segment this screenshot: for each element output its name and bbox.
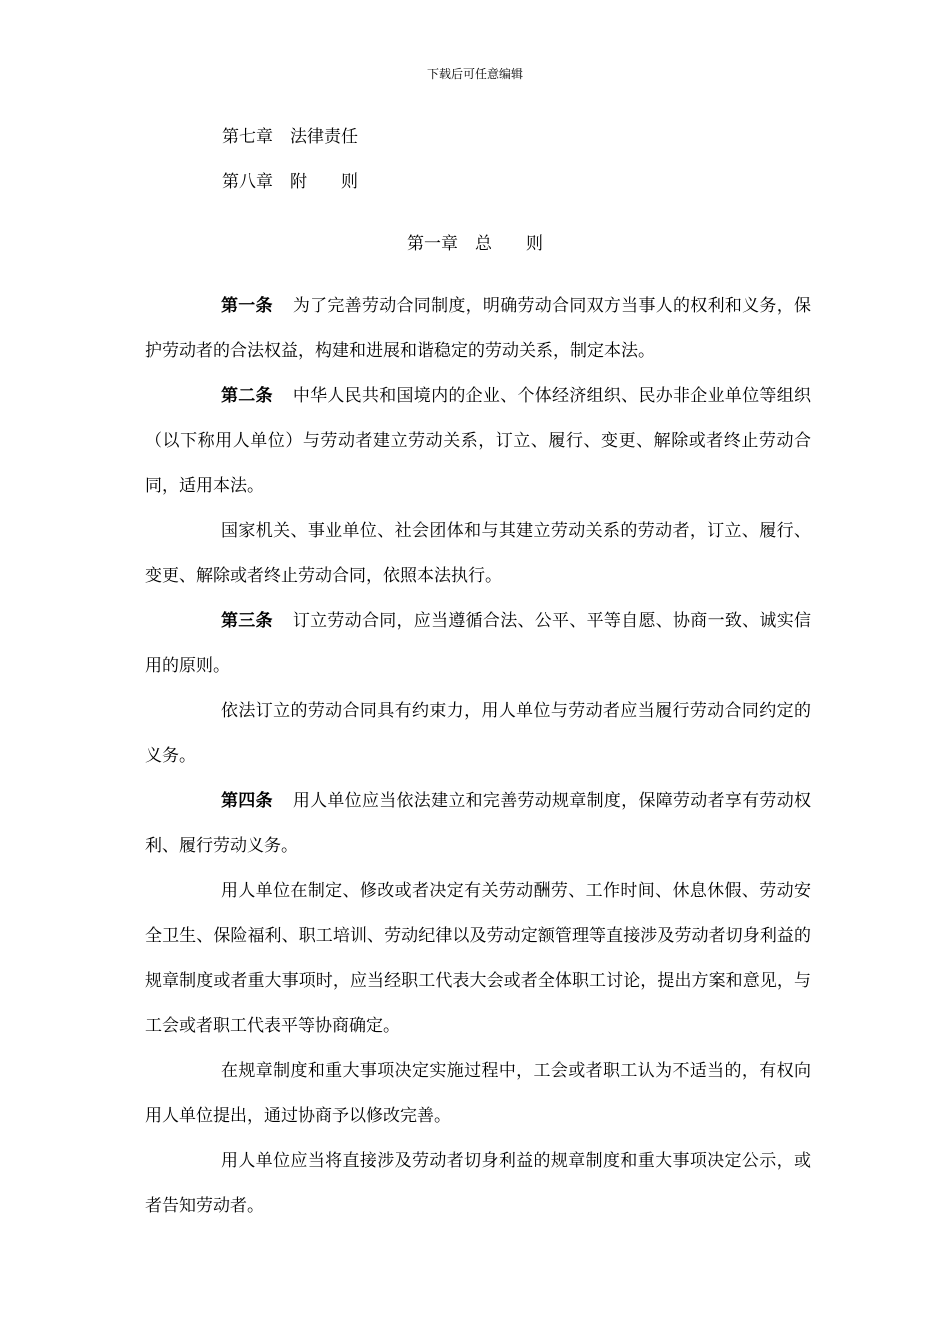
article-4-text: 用人单位应当依法建立和完善劳动规章制度，保障劳动者享有劳动权利、履行劳动义务。 — [145, 791, 811, 856]
article-2-label: 第二条 — [221, 386, 273, 406]
article-4-paragraph-4: 用人单位应当将直接涉及劳动者切身利益的规章制度和重大事项决定公示，或者告知劳动者。 — [145, 1151, 811, 1216]
document-body — [145, 284, 811, 1229]
article-4-paragraph-3: 在规章制度和重大事项决定实施过程中，工会或者职工认为不适当的，有权向用人单位提出，通过协商予以修改完善。 — [145, 1061, 811, 1126]
article-2-text: 中华人民共和国境内的企业、个体经济组织、民办非企业单位等组织（以下称用人单位）与劳动者建立劳动关系，订立、履行、变更、解除或者终止劳动合同，适用本法。 — [145, 386, 811, 496]
page-header-note: 下载后可任意编辑 — [426, 67, 523, 81]
article-2-paragraph — [145, 374, 811, 509]
article-3-paragraph — [145, 599, 811, 689]
article-1-text: 为了完善劳动合同制度，明确劳动合同双方当事人的权利和义务，保护劳动者的合法权益，构建和进展和谐稳定的劳动关系，制定本法。 — [145, 296, 811, 361]
chapter-title: 第一章 总 则 — [407, 234, 543, 254]
article-1-paragraph — [145, 284, 811, 374]
toc-item-chapter-8: 第八章 附 则 — [222, 172, 358, 192]
article-4-paragraph-2: 用人单位在制定、修改或者决定有关劳动酬劳、工作时间、休息休假、劳动安全卫生、保险福利、职工培训、劳动纪律以及劳动定额管理等直接涉及劳动者切身利益的规章制度或者重大事项时，应当经职工代表大会或者全体职工讨论，提出方案和意见，与工会或者职工代表平等协商确定。 — [145, 881, 811, 1036]
article-4-paragraph — [145, 779, 811, 869]
toc-item-chapter-7: 第七章 法律责任 — [222, 127, 358, 147]
article-4-label: 第四条 — [221, 791, 273, 811]
article-3-text: 订立劳动合同，应当遵循合法、公平、平等自愿、协商一致、诚实信用的原则。 — [145, 611, 811, 676]
article-1-label: 第一条 — [221, 296, 273, 316]
article-2-paragraph-2: 国家机关、事业单位、社会团体和与其建立劳动关系的劳动者，订立、履行、变更、解除或者终止劳动合同，依照本法执行。 — [145, 521, 811, 586]
article-3-paragraph-2: 依法订立的劳动合同具有约束力，用人单位与劳动者应当履行劳动合同约定的义务。 — [145, 701, 811, 766]
article-3-label: 第三条 — [221, 611, 273, 631]
